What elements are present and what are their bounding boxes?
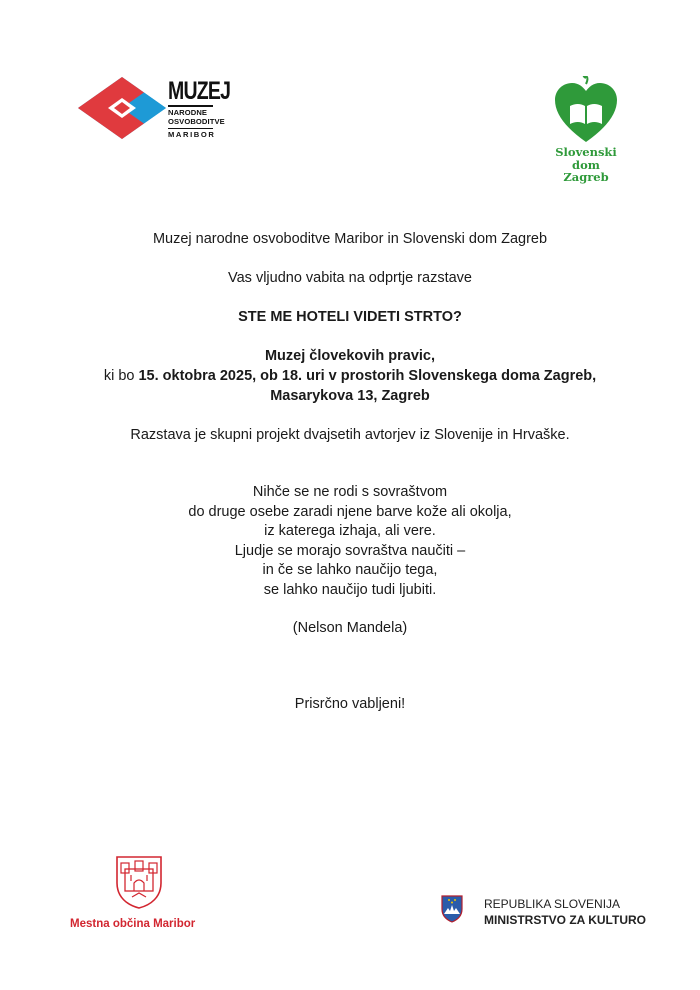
sdz-line2: dom bbox=[572, 157, 600, 172]
mnom-title: MUZEJ bbox=[168, 77, 231, 105]
date-detail: 15. oktobra 2025, ob 18. uri v prostorih Slovenskega doma Zagreb, bbox=[138, 368, 597, 384]
mnom-line2: OSVOBODITVE bbox=[168, 117, 225, 126]
project-note: Razstava je skupni projekt dvajsetih avtorjev iz Slovenije in Hrvaške. bbox=[130, 427, 570, 443]
invite-line: Vas vljudno vabita na odprtje razstave bbox=[228, 270, 472, 286]
venue-name: Muzej človekovih pravic, bbox=[264, 348, 436, 364]
quote-line: iz katerega izhaja, ali vere. bbox=[264, 523, 436, 539]
quote-author: (Nelson Mandela) bbox=[292, 620, 408, 636]
heart-book-logo-icon bbox=[552, 76, 620, 148]
exhibition-title: STE ME HOTELI VIDETI STRTO? bbox=[238, 309, 462, 325]
maribor-label: Mestna občina Maribor bbox=[70, 918, 196, 930]
sdz-line1: Slovenski bbox=[555, 145, 617, 159]
date-prefix: ki bo bbox=[103, 368, 139, 384]
closing-line: Prisrčno vabljeni! bbox=[294, 696, 406, 712]
quote-line: in če se lahko naučijo tega, bbox=[262, 562, 438, 578]
quote-line: do druge osebe zaradi njene barve kože ali okolja, bbox=[188, 504, 512, 520]
quote-line: se lahko naučijo tudi ljubiti. bbox=[263, 582, 437, 598]
mnom-logo-icon bbox=[78, 77, 166, 139]
sdz-logo-text bbox=[548, 146, 624, 184]
republic-line1: REPUBLIKA SLOVENIJA bbox=[484, 897, 621, 911]
address-line: Masarykova 13, Zagreb bbox=[270, 388, 430, 404]
hosts-line: Muzej narodne osvoboditve Maribor in Slovenski dom Zagreb bbox=[152, 231, 548, 247]
mnom-divider-2 bbox=[168, 128, 213, 130]
republic-text bbox=[484, 896, 646, 928]
mnom-logo-text bbox=[168, 77, 231, 140]
mnom-line3: MARIBOR bbox=[168, 130, 216, 139]
quote-line: Nihče se ne rodi s sovraštvom bbox=[252, 484, 448, 500]
ministry-line: MINISTRSTVO ZA KULTURO bbox=[484, 913, 646, 927]
mnom-divider bbox=[168, 105, 213, 107]
maribor-coat-of-arms-icon bbox=[113, 853, 165, 909]
mnom-line1: NARODNE bbox=[168, 107, 208, 117]
quote-line: Ljudje se morajo sovraštva naučiti – bbox=[234, 543, 466, 559]
sdz-line3: Zagreb bbox=[563, 170, 609, 184]
date-line bbox=[0, 366, 700, 386]
slovenian-coat-of-arms-icon bbox=[441, 895, 463, 923]
